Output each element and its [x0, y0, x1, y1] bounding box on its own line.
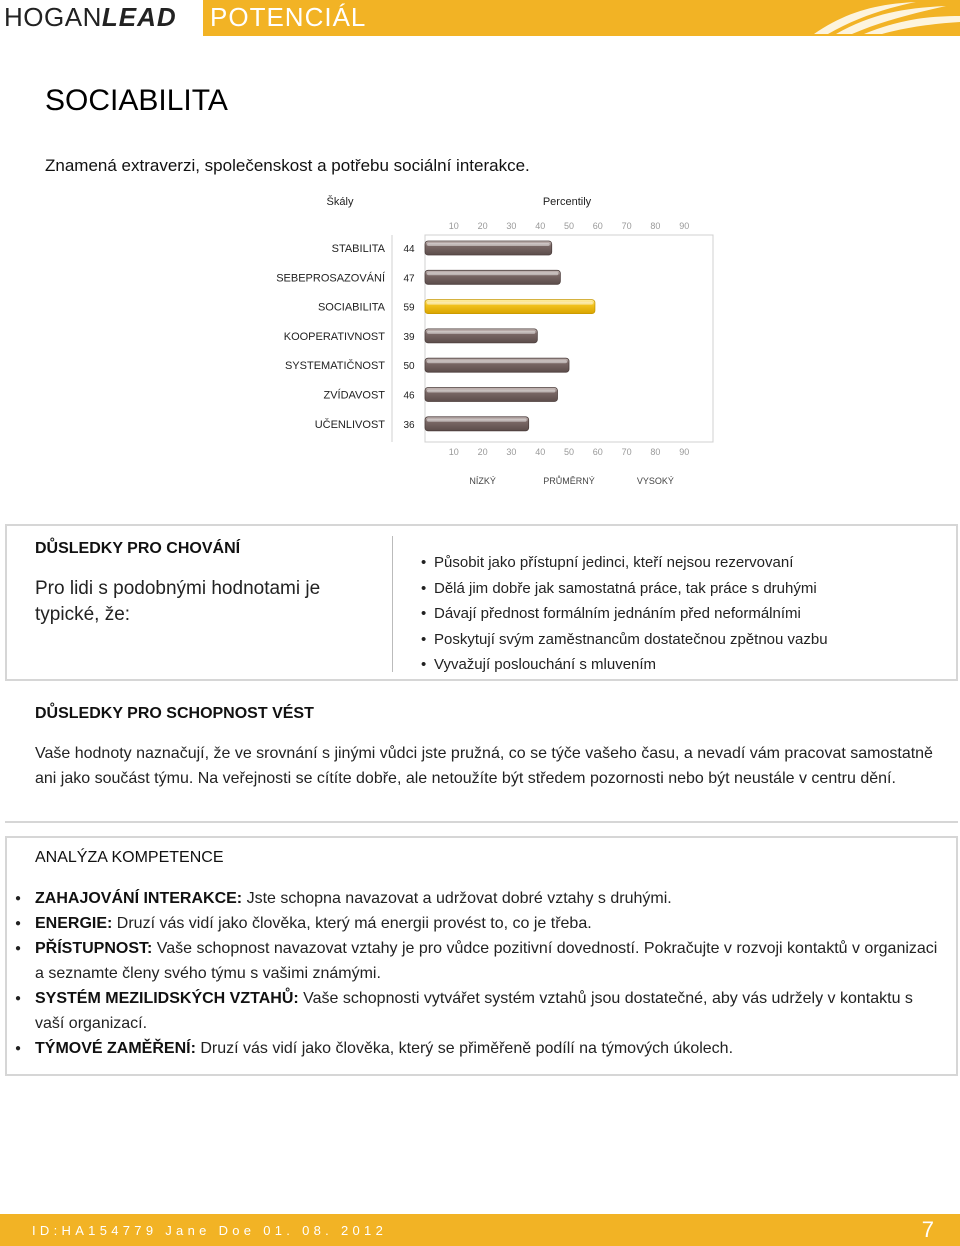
report-id: ID:HA154779 Jane Doe 01. 08. 2012: [32, 1223, 388, 1238]
competence-item: [35, 1036, 945, 1061]
bar-highlight: [427, 243, 550, 246]
page-title: SOCIABILITA: [45, 84, 228, 117]
scale-score: 47: [403, 273, 415, 285]
report-name: POTENCIÁL: [210, 2, 367, 32]
competence-panel: [5, 836, 958, 1076]
page-subtitle: Znamená extraverzi, společenskost a potřebu sociální interakce.: [45, 156, 530, 175]
tick-label-bottom: 30: [506, 447, 517, 457]
competence-heading: ANALÝZA KOMPETENCE: [35, 849, 224, 866]
behavior-panel: [5, 524, 958, 681]
scale-label: ZVÍDAVOST: [323, 389, 385, 402]
footer-bar: [0, 1214, 960, 1246]
tick-label-bottom: 60: [592, 447, 603, 457]
leadership-heading: DŮSLEDKY PRO SCHOPNOST VÉST: [35, 705, 314, 722]
tick-label-top: 30: [506, 221, 517, 231]
tick-label-top: 40: [535, 221, 546, 231]
scale-score: 44: [403, 244, 415, 255]
competence-list: [35, 886, 945, 1061]
bar-highlight: [427, 331, 535, 334]
competence-item: [35, 911, 945, 936]
scale-label: SYSTEMATIČNOST: [284, 360, 385, 373]
tick-label-bottom: 80: [650, 447, 661, 457]
brand-logo-text: HOGANLEAD: [4, 2, 177, 32]
competence-text: Vaše schopnosti vytvářet systém vztahů jsou dostatečné, aby vás udržely v kontaktu s vaší organizací.: [35, 990, 913, 1032]
bar-highlight: [427, 419, 527, 422]
page-number: 7: [921, 1217, 934, 1242]
scale-score: 50: [403, 361, 415, 373]
scales-header: Škály: [326, 196, 354, 208]
bar-highlight: [427, 390, 555, 393]
scale-score: 39: [403, 331, 415, 343]
competence-label: PŘÍSTUPNOST:: [35, 940, 153, 957]
scale-label: UČENLIVOST: [314, 418, 385, 431]
list-item: • Působit jako přístupní jedinci, kteří nejsou rezervovaní: [421, 550, 828, 576]
zone-label: VYSOKÝ: [636, 476, 674, 486]
behavior-heading: DŮSLEDKY PRO CHOVÁNÍ: [35, 540, 241, 557]
competence-text: Jste schopna navazovat a udržovat dobré vztahy s druhými.: [242, 890, 672, 907]
tick-label-top: 10: [448, 221, 459, 231]
zone-label: PRŮMĚRNÝ: [543, 476, 595, 486]
zone-label: NÍZKÝ: [469, 476, 496, 486]
competence-item: [35, 986, 945, 1036]
competence-label: TÝMOVÉ ZAMĚŘENÍ:: [35, 1040, 196, 1057]
tick-label-top: 90: [679, 221, 690, 231]
competence-label: SYSTÉM MEZILIDSKÝCH VZTAHŮ:: [35, 990, 299, 1007]
tick-label-bottom: 50: [563, 447, 575, 457]
panel-divider: [392, 536, 393, 672]
scale-label: STABILITA: [331, 243, 385, 255]
bar-highlight: [427, 360, 567, 363]
tick-label-top: 60: [592, 221, 603, 231]
scale-score: 59: [403, 302, 415, 314]
behavior-list: [421, 550, 828, 678]
tick-label-bottom: 40: [535, 447, 546, 457]
tick-label-bottom: 70: [621, 447, 632, 457]
list-item: • Poskytují svým zaměstnancům dostatečnou zpětnou vazbu: [421, 627, 828, 653]
list-item: • Vyvažují poslouchání s mluvením: [421, 652, 828, 678]
behavior-intro: Pro lidi s podobnými hodnotami je typické, že:: [35, 578, 321, 625]
bar-highlight: [427, 272, 558, 275]
bar-highlight: [427, 302, 593, 305]
scale-label: SOCIABILITA: [317, 301, 385, 314]
percentiles-header: Percentily: [542, 196, 592, 208]
competence-text: Vaše schopnost navazovat vztahy je pro vůdce pozitivní dovedností. Pokračujte v rozvoji kontaktů v organizaci a seznamte členy svého týmu s vašimi známými.: [35, 940, 938, 982]
leadership-panel: [5, 687, 958, 823]
percentile-chart: [250, 185, 720, 495]
tick-label-top: 50: [563, 221, 575, 231]
tick-label-top: 80: [650, 221, 661, 231]
scale-score: 36: [403, 419, 415, 431]
competence-text: Druzí vás vidí jako člověka, který se přiměřeně podílí na týmových úkolech.: [195, 1040, 734, 1057]
competence-item: [35, 936, 945, 986]
scale-label: KOOPERATIVNOST: [283, 330, 385, 343]
tick-label-top: 20: [477, 221, 488, 231]
competence-label: ZAHAJOVÁNÍ INTERAKCE:: [35, 890, 243, 907]
list-item: • Dělá jim dobře jak samostatná práce, tak práce s druhými: [421, 576, 828, 602]
percentile-chart-svg: [250, 185, 720, 495]
tick-label-bottom: 90: [679, 447, 690, 457]
competence-item: [35, 886, 945, 911]
scale-score: 46: [403, 390, 415, 402]
competence-text: Druzí vás vidí jako člověka, který má energii provést to, co je třeba.: [112, 915, 592, 932]
list-item: • Dávají přednost formálním jednáním před neformálními: [421, 601, 828, 627]
tick-label-bottom: 20: [477, 447, 488, 457]
leadership-text: Vaše hodnoty naznačují, že ve srovnání s jinými vůdci jste pružná, co se týče vašeho času, a nevadí vám pracovat samostatně ani jako součást týmu. Na veřejnosti se cítíte dobře, ale netoužíte být středem pozornosti nebo být neustále v centru dění.: [35, 745, 933, 787]
swoosh-logo-icon: [806, 0, 960, 36]
scale-label: SEBEPROSAZOVÁNÍ: [276, 272, 385, 285]
competence-label: ENERGIE:: [35, 915, 113, 932]
tick-label-top: 70: [621, 221, 632, 231]
tick-label-bottom: 10: [448, 447, 459, 457]
